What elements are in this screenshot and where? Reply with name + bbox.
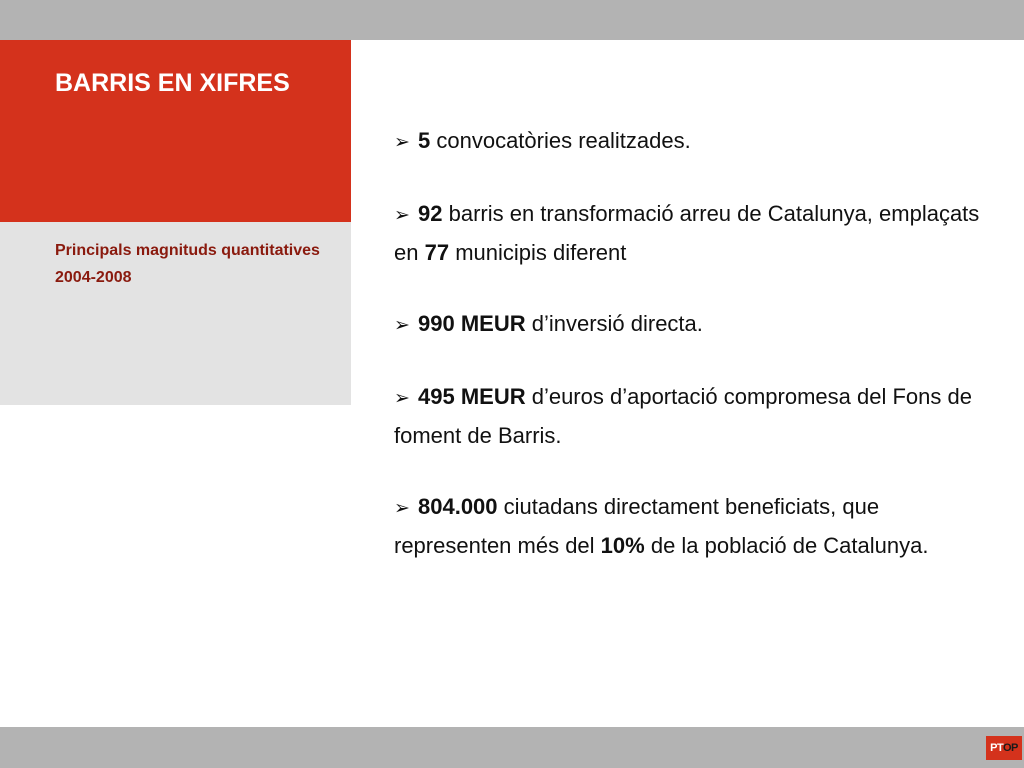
- arrow-bullet-icon: ➢: [394, 497, 410, 519]
- ptop-logo: [986, 736, 1022, 760]
- bullet-highlight: 77: [424, 240, 450, 265]
- bullet-item: [394, 488, 984, 564]
- arrow-bullet-icon: ➢: [394, 131, 410, 153]
- top-bar: [0, 0, 1024, 40]
- logo-part-2: OP: [1002, 742, 1018, 754]
- slide-subtitle: Principals magnituds quantitatives 2004-2008: [55, 242, 320, 286]
- bullet-text: de la població de Catalunya.: [644, 533, 929, 558]
- arrow-bullet-icon: ➢: [394, 387, 410, 409]
- bullet-highlight: 495 MEUR: [418, 384, 526, 409]
- bullet-item: [394, 378, 984, 454]
- bullet-highlight: 5: [418, 128, 431, 153]
- bullet-highlight: 92: [418, 201, 443, 226]
- bullet-text: ciutadans directament beneficiats, que representen més del: [394, 494, 880, 558]
- bullet-list: [394, 122, 984, 598]
- bullet-text: municipis diferent: [449, 240, 627, 265]
- subtitle-panel: [0, 222, 351, 405]
- bullet-text: d’euros d’aportació compromesa del Fons de foment de Barris.: [394, 384, 972, 448]
- logo-part-1: PT: [990, 742, 1003, 754]
- bullet-text: d’inversió directa.: [525, 311, 703, 336]
- bullet-highlight: 10%: [600, 533, 645, 558]
- slide-title: BARRIS EN XIFRES: [55, 69, 290, 97]
- arrow-bullet-icon: ➢: [394, 204, 410, 226]
- bullet-text: convocatòries realitzades.: [430, 128, 691, 153]
- bullet-item: [394, 195, 984, 271]
- bullet-highlight: 990 MEUR: [418, 311, 526, 336]
- bullet-item: [394, 305, 984, 344]
- bullet-text: barris en transformació arreu de Catalunya, emplaçats en: [394, 201, 980, 265]
- bullet-highlight: 804.000: [418, 494, 498, 519]
- bottom-bar: [0, 727, 1024, 768]
- title-panel: [0, 40, 351, 222]
- bullet-item: [394, 122, 984, 161]
- arrow-bullet-icon: ➢: [394, 314, 410, 336]
